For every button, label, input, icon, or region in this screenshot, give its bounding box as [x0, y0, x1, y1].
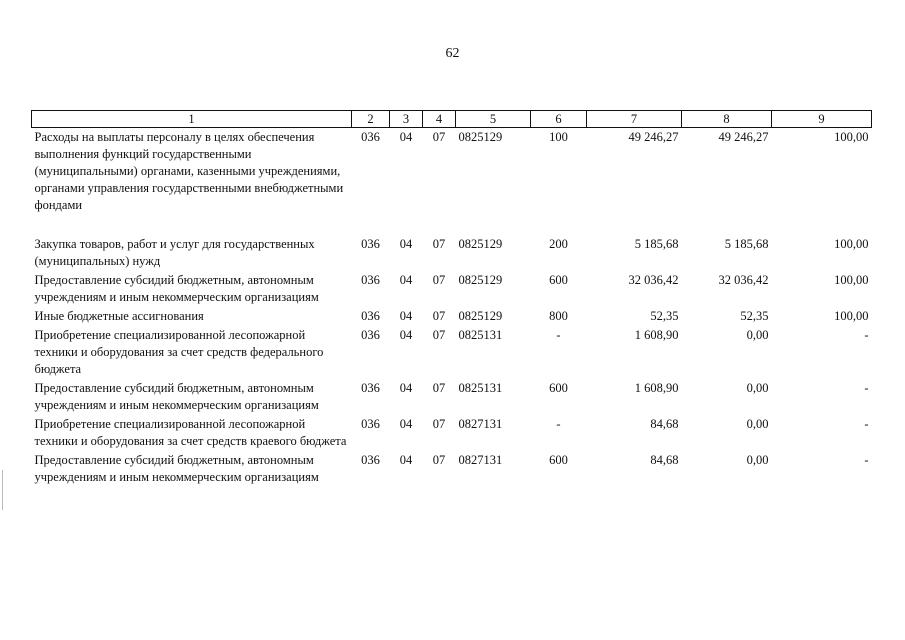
row-code-section: 04 — [399, 381, 413, 395]
row-amount-planned: 1 608,90 — [634, 381, 679, 395]
column-header-5: 5 — [456, 111, 531, 128]
row-amount-planned: 5 185,68 — [634, 237, 679, 251]
row-code-target: 0825129 — [458, 130, 503, 144]
row-amount-executed: 0,00 — [746, 453, 769, 467]
row-percent: 100,00 — [834, 309, 869, 323]
row-code-expense-type: 600 — [549, 273, 568, 287]
column-header-2: 2 — [352, 111, 390, 128]
row-code-target: 0825131 — [458, 381, 503, 395]
row-name: Приобретение специализированной лесопожарной техники и оборудования за счет средств краевого бюджета — [34, 417, 347, 448]
column-header-9: 9 — [772, 111, 872, 128]
row-name: Приобретение специализированной лесопожарной техники и оборудования за счет средств федерального бюджета — [34, 328, 324, 376]
row-amount-planned: 52,35 — [650, 309, 679, 323]
row-code-subsection: 07 — [432, 453, 446, 467]
row-code-subsection: 07 — [432, 328, 446, 342]
row-code-section: 04 — [399, 273, 413, 287]
row-percent: - — [864, 417, 869, 431]
row-code-expense-type: 600 — [549, 453, 568, 467]
table-row — [32, 307, 872, 326]
row-code-subsection: 07 — [432, 130, 446, 144]
row-amount-planned: 49 246,27 — [628, 130, 679, 144]
table-row — [32, 451, 872, 487]
row-amount-executed: 0,00 — [746, 417, 769, 431]
page-number: 62 — [445, 46, 460, 61]
row-amount-executed: 52,35 — [740, 309, 769, 323]
row-amount-executed: 0,00 — [746, 328, 769, 342]
table-header-row — [32, 111, 872, 128]
row-code-target: 0825129 — [458, 237, 503, 251]
row-code-expense-type: - — [556, 328, 561, 342]
row-code-ministry: 036 — [361, 273, 380, 287]
row-code-ministry: 036 — [361, 309, 380, 323]
row-code-subsection: 07 — [432, 417, 446, 431]
column-header-4: 4 — [423, 111, 456, 128]
row-code-expense-type: 800 — [549, 309, 568, 323]
row-percent: 100,00 — [834, 273, 869, 287]
row-percent: 100,00 — [834, 130, 869, 144]
column-header-7: 7 — [587, 111, 682, 128]
row-code-subsection: 07 — [432, 309, 446, 323]
row-code-target: 0825129 — [458, 273, 503, 287]
column-header-8: 8 — [682, 111, 772, 128]
row-name: Закупка товаров, работ и услуг для государственных (муниципальных) нужд — [34, 237, 315, 268]
row-code-ministry: 036 — [361, 130, 380, 144]
row-code-expense-type: 600 — [549, 381, 568, 395]
row-code-ministry: 036 — [361, 237, 380, 251]
row-name: Предоставление субсидий бюджетным, автономным учреждениям и иным некоммерческим организациям — [34, 453, 319, 484]
row-code-section: 04 — [399, 328, 413, 342]
row-code-target: 0827131 — [458, 417, 503, 431]
row-code-subsection: 07 — [432, 273, 446, 287]
row-code-ministry: 036 — [361, 453, 380, 467]
row-name: Иные бюджетные ассигнования — [34, 309, 204, 323]
row-percent: 100,00 — [834, 237, 869, 251]
row-amount-executed: 0,00 — [746, 381, 769, 395]
column-header-3: 3 — [390, 111, 423, 128]
row-code-target: 0825131 — [458, 328, 503, 342]
table-row — [32, 271, 872, 307]
row-name: Предоставление субсидий бюджетным, автономным учреждениям и иным некоммерческим организациям — [34, 273, 319, 304]
row-code-subsection: 07 — [432, 237, 446, 251]
row-code-section: 04 — [399, 417, 413, 431]
row-code-ministry: 036 — [361, 381, 380, 395]
scan-margin-line — [2, 470, 3, 510]
table-row — [32, 128, 872, 216]
row-amount-executed: 49 246,27 — [718, 130, 769, 144]
row-amount-planned: 84,68 — [650, 453, 679, 467]
row-amount-executed: 32 036,42 — [718, 273, 769, 287]
row-code-target: 0825129 — [458, 309, 503, 323]
row-code-ministry: 036 — [361, 417, 380, 431]
row-amount-planned: 1 608,90 — [634, 328, 679, 342]
row-code-target: 0827131 — [458, 453, 503, 467]
row-code-subsection: 07 — [432, 381, 446, 395]
row-name: Расходы на выплаты персоналу в целях обеспечения выполнения функций государственными (муниципальными) органами, казенными учреждениями, органами управления государственными внебюджетными фондами — [34, 130, 344, 212]
row-code-section: 04 — [399, 237, 413, 251]
row-amount-planned: 84,68 — [650, 417, 679, 431]
row-code-section: 04 — [399, 453, 413, 467]
row-name: Предоставление субсидий бюджетным, автономным учреждениям и иным некоммерческим организациям — [34, 381, 319, 412]
row-spacer — [32, 215, 872, 235]
row-code-expense-type: 100 — [549, 130, 568, 144]
row-percent: - — [864, 453, 869, 467]
row-amount-planned: 32 036,42 — [628, 273, 679, 287]
row-percent: - — [864, 328, 869, 342]
row-code-section: 04 — [399, 130, 413, 144]
column-header-1: 1 — [32, 111, 352, 128]
table-row — [32, 379, 872, 415]
row-percent: - — [864, 381, 869, 395]
row-code-expense-type: 200 — [549, 237, 568, 251]
table-row — [32, 415, 872, 451]
budget-table — [31, 110, 872, 487]
column-header-6: 6 — [531, 111, 587, 128]
table-row — [32, 235, 872, 271]
row-code-expense-type: - — [556, 417, 561, 431]
row-code-ministry: 036 — [361, 328, 380, 342]
table-row — [32, 326, 872, 379]
row-amount-executed: 5 185,68 — [724, 237, 769, 251]
row-code-section: 04 — [399, 309, 413, 323]
